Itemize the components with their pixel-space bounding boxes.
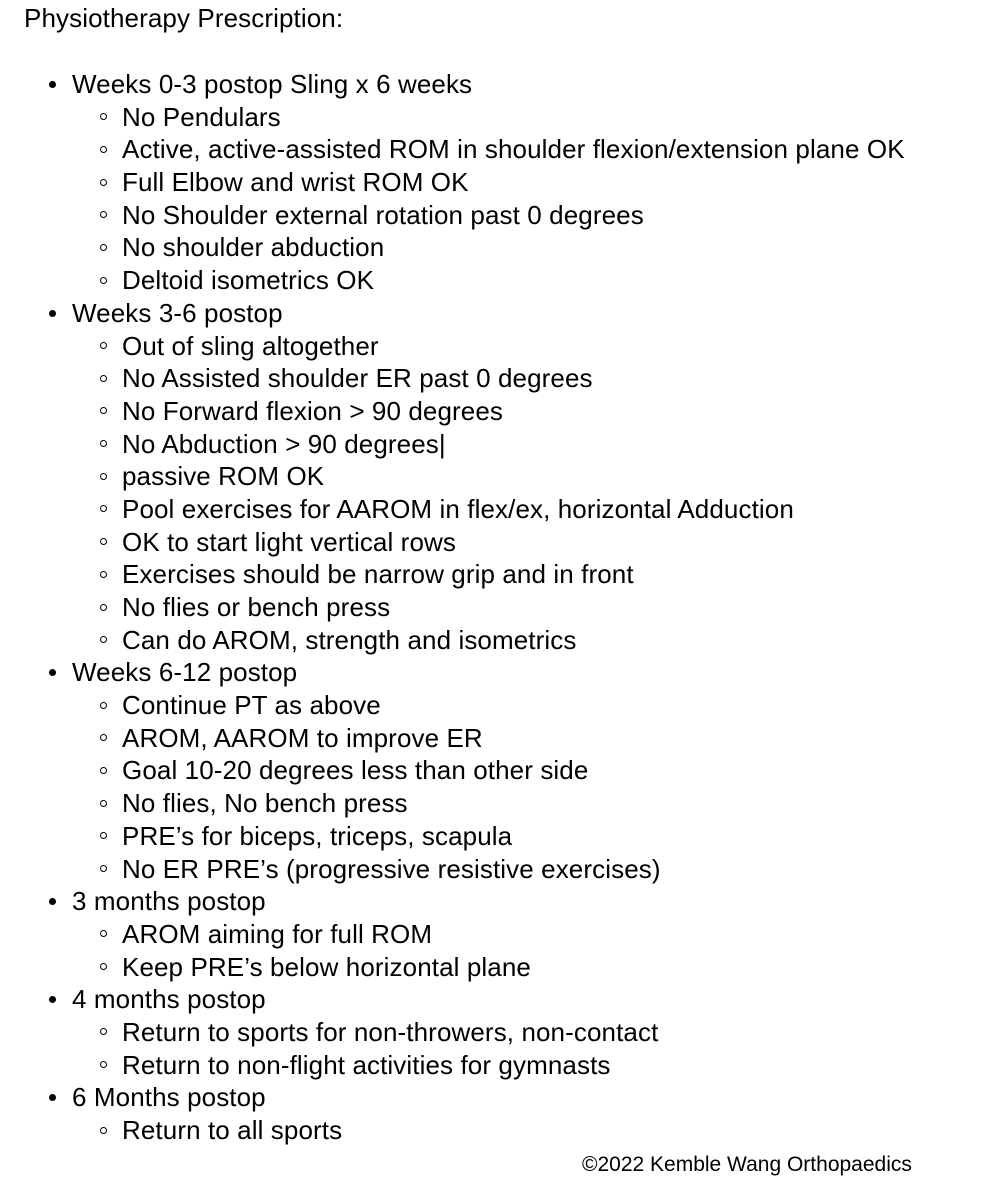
list-item xyxy=(0,951,905,984)
list-item xyxy=(0,1049,905,1082)
list-item xyxy=(0,330,905,363)
list-item-text: No shoulder abduction xyxy=(122,232,385,263)
list-item xyxy=(0,231,905,264)
list-item-text: No ER PRE’s (progressive resistive exercises) xyxy=(122,853,661,884)
section-weeks-3-6 xyxy=(0,297,905,657)
circle-bullet-icon xyxy=(100,277,107,284)
list-item-text: Deltoid isometrics OK xyxy=(122,265,375,296)
section-items xyxy=(0,1016,905,1081)
section-heading xyxy=(0,1081,905,1114)
list-item xyxy=(0,101,905,134)
list-item xyxy=(0,754,905,787)
list-item-text: AROM aiming for full ROM xyxy=(122,918,433,949)
list-item xyxy=(0,362,905,395)
list-item xyxy=(0,1016,905,1049)
list-item-text: Out of sling altogether xyxy=(122,330,379,361)
list-item-text: Goal 10-20 degrees less than other side xyxy=(122,755,589,786)
section-heading-text: 6 Months postop xyxy=(72,1082,266,1113)
list-item-text: AROM, AAROM to improve ER xyxy=(122,722,483,753)
list-item-text: Keep PRE’s below horizontal plane xyxy=(122,951,531,982)
circle-bullet-icon xyxy=(100,342,107,349)
list-item-text: Return to all sports xyxy=(122,1115,343,1145)
list-item-text: No Shoulder external rotation past 0 degrees xyxy=(122,199,644,230)
circle-bullet-icon xyxy=(100,963,107,970)
list-item xyxy=(0,689,905,722)
list-item-text: No Forward flexion > 90 degrees xyxy=(122,395,504,426)
list-item-text: Can do AROM, strength and isometrics xyxy=(122,624,577,655)
section-heading-text: 3 months postop xyxy=(72,886,266,917)
circle-bullet-icon xyxy=(100,146,107,153)
list-item-text: No Assisted shoulder ER past 0 degrees xyxy=(122,363,593,394)
list-item xyxy=(0,526,905,559)
list-item-text: Active, active-assisted ROM in shoulder flexion/extension plane OK xyxy=(122,134,905,165)
circle-bullet-icon xyxy=(100,1028,107,1035)
list-item-text: passive ROM OK xyxy=(122,461,325,492)
copyright-notice: ©2022 Kemble Wang Orthopaedics xyxy=(582,1153,912,1176)
list-item-text: No flies, No bench press xyxy=(122,788,408,819)
circle-bullet-icon xyxy=(100,767,107,774)
circle-bullet-icon xyxy=(100,832,107,839)
circle-bullet-icon xyxy=(100,1127,107,1134)
section-items xyxy=(0,1114,905,1147)
section-4-months xyxy=(0,983,905,1081)
circle-bullet-icon xyxy=(100,930,107,937)
list-item-text: Exercises should be narrow grip and in front xyxy=(122,559,634,590)
section-items xyxy=(0,918,905,983)
circle-bullet-icon xyxy=(100,734,107,741)
list-item xyxy=(0,133,905,166)
prescription-section-list xyxy=(0,68,905,1147)
section-items xyxy=(0,101,905,297)
section-heading xyxy=(0,656,905,689)
section-heading-text: Weeks 0-3 postop Sling x 6 weeks xyxy=(72,69,473,99)
circle-bullet-icon xyxy=(100,505,107,512)
list-item xyxy=(0,1114,905,1147)
list-item xyxy=(0,460,905,493)
circle-bullet-icon xyxy=(100,800,107,807)
section-6-months xyxy=(0,1081,905,1146)
bullet-icon xyxy=(49,669,56,676)
list-item xyxy=(0,166,905,199)
circle-bullet-icon xyxy=(100,702,107,709)
circle-bullet-icon xyxy=(100,440,107,447)
list-item xyxy=(0,264,905,297)
section-heading xyxy=(0,297,905,330)
list-item-text: PRE’s for biceps, triceps, scapula xyxy=(122,820,513,851)
list-item-text: Return to sports for non-throwers, non-contact xyxy=(122,1016,659,1047)
list-item xyxy=(0,199,905,232)
section-items xyxy=(0,330,905,657)
section-weeks-0-3 xyxy=(0,68,905,297)
circle-bullet-icon xyxy=(100,571,107,578)
circle-bullet-icon xyxy=(100,211,107,218)
list-item xyxy=(0,853,905,886)
circle-bullet-icon xyxy=(100,538,107,545)
section-heading xyxy=(0,68,905,101)
bullet-icon xyxy=(49,81,56,88)
circle-bullet-icon xyxy=(100,473,107,480)
circle-bullet-icon xyxy=(100,375,107,382)
section-heading-text: Weeks 6-12 postop xyxy=(72,657,298,688)
list-item-text: Return to non-flight activities for gymnasts xyxy=(122,1049,611,1080)
document-title: Physiotherapy Prescription: xyxy=(24,3,344,33)
list-item-text: OK to start light vertical rows xyxy=(122,526,456,557)
circle-bullet-icon xyxy=(100,636,107,643)
list-item xyxy=(0,591,905,624)
list-item xyxy=(0,722,905,755)
bullet-icon xyxy=(49,310,56,317)
section-items xyxy=(0,689,905,885)
section-heading xyxy=(0,983,905,1016)
list-item xyxy=(0,820,905,853)
list-item-text: Pool exercises for AAROM in flex/ex, horizontal Adduction xyxy=(122,493,794,524)
section-3-months xyxy=(0,885,905,983)
circle-bullet-icon xyxy=(100,1061,107,1068)
list-item-text: Continue PT as above xyxy=(122,690,381,721)
list-item-text: Full Elbow and wrist ROM OK xyxy=(122,167,469,198)
bullet-icon xyxy=(49,898,56,905)
list-item xyxy=(0,918,905,951)
list-item-text: No Pendulars xyxy=(122,101,281,132)
list-item-text: No flies or bench press xyxy=(122,592,391,622)
list-item xyxy=(0,624,905,657)
section-heading xyxy=(0,885,905,918)
list-item xyxy=(0,558,905,591)
list-item xyxy=(0,493,905,526)
list-item xyxy=(0,787,905,820)
list-item-text: No Abduction > 90 degrees| xyxy=(122,428,446,459)
bullet-icon xyxy=(49,996,56,1003)
bullet-icon xyxy=(49,1094,56,1101)
circle-bullet-icon xyxy=(100,865,107,872)
section-weeks-6-12 xyxy=(0,656,905,885)
circle-bullet-icon xyxy=(100,604,107,611)
circle-bullet-icon xyxy=(100,407,107,414)
section-heading-text: Weeks 3-6 postop xyxy=(72,297,283,328)
circle-bullet-icon xyxy=(100,179,107,186)
circle-bullet-icon xyxy=(100,244,107,251)
list-item xyxy=(0,428,905,461)
section-heading-text: 4 months postop xyxy=(72,984,266,1015)
list-item xyxy=(0,395,905,428)
circle-bullet-icon xyxy=(100,113,107,120)
